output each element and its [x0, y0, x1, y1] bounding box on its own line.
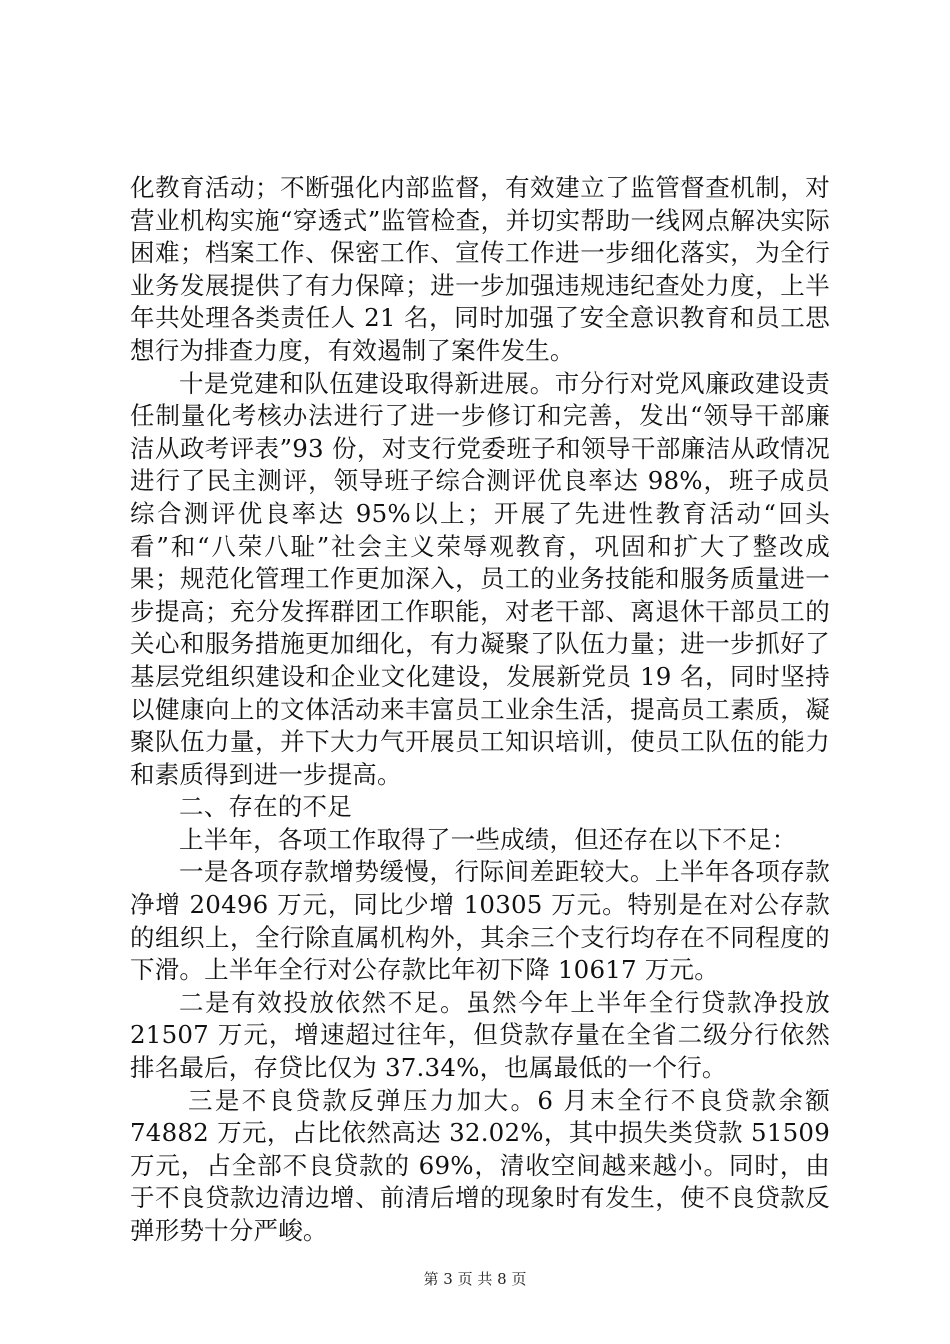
paragraph-6: 三是不良贷款反弹压力加大。6 月末全行不良贷款余额 74882 万元，占比依然高达 32.02%，其中损失类贷款 51509 万元，占全部不良贷款的 69%，清收空间越来越小。同时，由于不良贷款边清边增、前清后增的现象时有发生，使不良贷款反弹形势十分严峻。	[130, 1085, 830, 1245]
paragraph-5: 二是有效投放依然不足。虽然今年上半年全行贷款净投放 21507 万元，增速超过往年，但贷款存量在全省二级分行依然排名最后，存贷比仅为 37.34%，也属最低的一个行。	[130, 987, 830, 1083]
document-body	[130, 172, 830, 1248]
paragraph-1: 化教育活动；不断强化内部监督，有效建立了监管督查机制，对营业机构实施“穿透式”监管检查，并切实帮助一线网点解决实际困难；档案工作、保密工作、宣传工作进一步细化落实，为全行业务发展提供了有力保障；进一步加强违规违纪查处力度，上半年共处理各类责任人 21 名，同时加强了安全意识教育和员工思想行为排查力度，有效遏制了案件发生。	[130, 173, 830, 365]
paragraph-3: 上半年，各项工作取得了一些成绩，但还存在以下不足：	[179, 824, 797, 854]
page-footer: 第 3 页 共 8 页	[423, 1270, 527, 1288]
paragraph-2: 十是党建和队伍建设取得新进展。市分行对党风廉政建设责任制量化考核办法进行了进一步修订和完善，发出“领导干部廉洁从政考评表”93 份，对支行党委班子和领导干部廉洁从政情况进行了民主测评，领导班子综合测评优良率达 98%，班子成员综合测评优良率达 95%以上；开展了先进性教育活动“回头看”和“八荣八耻”社会主义荣辱观教育，巩固和扩大了整改成果；规范化管理工作更加深入，员工的业务技能和服务质量进一步提高；充分发挥群团工作职能，对老干部、离退休干部员工的关心和服务措施更加细化，有力凝聚了队伍力量；进一步抓好了基层党组织建设和企业文化建设，发展新党员 19 名，同时坚持以健康向上的文体活动来丰富员工业余生活，提高员工素质，凝聚队伍力量，并下大力气开展员工知识培训，使员工队伍的能力和素质得到进一步提高。	[130, 368, 830, 789]
paragraph-4: 一是各项存款增势缓慢，行际间差距较大。上半年各项存款净增 20496 万元，同比少增 10305 万元。特别是在对公存款的组织上，全行除直属机构外，其余三个支行均存在不同程度的下滑。上半年全行对公存款比年初下降 10617 万元。	[130, 857, 830, 985]
section-heading: 二、存在的不足	[179, 792, 352, 822]
